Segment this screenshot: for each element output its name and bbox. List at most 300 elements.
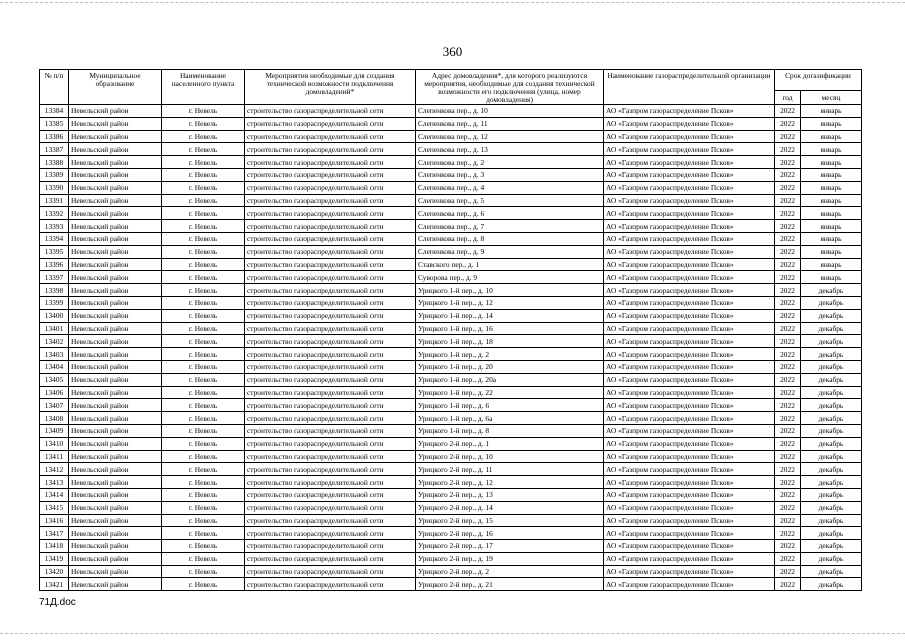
measures-cell: строительство газораспределительной сети — [245, 540, 416, 553]
measures-cell: строительство газораспределительной сети — [245, 156, 416, 169]
address-cell: Урицкого 1-й пер., д. 22 — [416, 386, 604, 399]
year-cell: 2022 — [775, 309, 801, 322]
table-row — [40, 463, 862, 476]
municipality-cell: Невельский район — [69, 156, 162, 169]
table-row — [40, 322, 862, 335]
address-cell: Урицкого 2-й пер., д. 21 — [416, 578, 604, 591]
row-number: 13411 — [40, 450, 69, 463]
measures-cell: строительство газораспределительной сети — [245, 245, 416, 258]
address-cell: Слепенкова пер., д. 8 — [416, 232, 604, 245]
settlement-cell: г. Невель — [162, 130, 245, 143]
month-cell: январь — [801, 130, 862, 143]
address-cell: Урицкого 2-й пер., д. 1 — [416, 437, 604, 450]
year-cell: 2022 — [775, 322, 801, 335]
organization-cell: АО «Газпром газораспределение Псков» — [604, 271, 775, 284]
year-cell: 2022 — [775, 552, 801, 565]
settlement-cell: г. Невель — [162, 514, 245, 527]
measures-cell: строительство газораспределительной сети — [245, 360, 416, 373]
row-number: 13418 — [40, 540, 69, 553]
month-cell: декабрь — [801, 463, 862, 476]
measures-cell: строительство газораспределительной сети — [245, 271, 416, 284]
municipality-cell: Невельский район — [69, 540, 162, 553]
organization-cell: АО «Газпром газораспределение Псков» — [604, 130, 775, 143]
year-cell: 2022 — [775, 156, 801, 169]
address-cell: Урицкого 2-й пер., д. 10 — [416, 450, 604, 463]
table-row — [40, 156, 862, 169]
measures-cell: строительство газораспределительной сети — [245, 284, 416, 297]
municipality-cell: Невельский район — [69, 130, 162, 143]
organization-cell: АО «Газпром газораспределение Псков» — [604, 488, 775, 501]
address-cell: Слепенкова пер., д. 2 — [416, 156, 604, 169]
settlement-cell: г. Невель — [162, 105, 245, 118]
header-month: месяц — [801, 91, 862, 105]
table-body — [40, 105, 862, 591]
organization-cell: АО «Газпром газораспределение Псков» — [604, 156, 775, 169]
month-cell: январь — [801, 207, 862, 220]
table-row — [40, 424, 862, 437]
municipality-cell: Невельский район — [69, 220, 162, 233]
row-number: 13392 — [40, 207, 69, 220]
year-cell: 2022 — [775, 450, 801, 463]
table-row — [40, 450, 862, 463]
municipality-cell: Невельский район — [69, 412, 162, 425]
table-row — [40, 194, 862, 207]
year-cell: 2022 — [775, 181, 801, 194]
organization-cell: АО «Газпром газораспределение Псков» — [604, 335, 775, 348]
row-number: 13395 — [40, 245, 69, 258]
year-cell: 2022 — [775, 232, 801, 245]
table-row — [40, 437, 862, 450]
year-cell: 2022 — [775, 540, 801, 553]
municipality-cell: Невельский район — [69, 322, 162, 335]
municipality-cell: Невельский район — [69, 386, 162, 399]
organization-cell: АО «Газпром газораспределение Псков» — [604, 220, 775, 233]
organization-cell: АО «Газпром газораспределение Псков» — [604, 552, 775, 565]
row-number: 13420 — [40, 565, 69, 578]
row-number: 13386 — [40, 130, 69, 143]
measures-cell: строительство газораспределительной сети — [245, 501, 416, 514]
settlement-cell: г. Невель — [162, 540, 245, 553]
municipality-cell: Невельский район — [69, 450, 162, 463]
measures-cell: строительство газораспределительной сети — [245, 399, 416, 412]
table-row — [40, 296, 862, 309]
organization-cell: АО «Газпром газораспределение Псков» — [604, 476, 775, 489]
address-cell: Урицкого 1-й пер., д. 18 — [416, 335, 604, 348]
row-number: 13407 — [40, 399, 69, 412]
scan-edge-top — [0, 2, 905, 4]
row-number: 13401 — [40, 322, 69, 335]
address-cell: Урицкого 2-й пер., д. 16 — [416, 527, 604, 540]
measures-cell: строительство газораспределительной сети — [245, 117, 416, 130]
address-cell: Урицкого 2-й пер., д. 11 — [416, 463, 604, 476]
measures-cell: строительство газораспределительной сети — [245, 424, 416, 437]
header-year: год — [775, 91, 801, 105]
page-number: 360 — [442, 44, 463, 59]
municipality-cell: Невельский район — [69, 527, 162, 540]
organization-cell: АО «Газпром газораспределение Псков» — [604, 437, 775, 450]
address-cell: Слепенкова пер., д. 6 — [416, 207, 604, 220]
row-number: 13404 — [40, 360, 69, 373]
address-cell: Урицкого 1-й пер., д. 20 — [416, 360, 604, 373]
year-cell: 2022 — [775, 399, 801, 412]
address-cell: Слепенкова пер., д. 10 — [416, 105, 604, 118]
measures-cell: строительство газораспределительной сети — [245, 130, 416, 143]
year-cell: 2022 — [775, 488, 801, 501]
year-cell: 2022 — [775, 476, 801, 489]
settlement-cell: г. Невель — [162, 348, 245, 361]
organization-cell: АО «Газпром газораспределение Псков» — [604, 540, 775, 553]
address-cell: Урицкого 1-й пер., д. 2 — [416, 348, 604, 361]
organization-cell: АО «Газпром газораспределение Псков» — [604, 399, 775, 412]
year-cell: 2022 — [775, 117, 801, 130]
municipality-cell: Невельский район — [69, 207, 162, 220]
table-row — [40, 232, 862, 245]
organization-cell: АО «Газпром газораспределение Псков» — [604, 373, 775, 386]
table-row — [40, 245, 862, 258]
settlement-cell: г. Невель — [162, 578, 245, 591]
month-cell: январь — [801, 156, 862, 169]
organization-cell: АО «Газпром газораспределение Псков» — [604, 412, 775, 425]
row-number: 13408 — [40, 412, 69, 425]
address-cell: Урицкого 1-й пер., д. 20а — [416, 373, 604, 386]
measures-cell: строительство газораспределительной сети — [245, 296, 416, 309]
organization-cell: АО «Газпром газораспределение Псков» — [604, 578, 775, 591]
month-cell: декабрь — [801, 514, 862, 527]
year-cell: 2022 — [775, 565, 801, 578]
row-number: 13402 — [40, 335, 69, 348]
year-cell: 2022 — [775, 220, 801, 233]
table-row — [40, 258, 862, 271]
month-cell: декабрь — [801, 565, 862, 578]
organization-cell: АО «Газпром газораспределение Псков» — [604, 565, 775, 578]
municipality-cell: Невельский район — [69, 143, 162, 156]
month-cell: декабрь — [801, 450, 862, 463]
settlement-cell: г. Невель — [162, 424, 245, 437]
row-number: 13391 — [40, 194, 69, 207]
settlement-cell: г. Невель — [162, 296, 245, 309]
organization-cell: АО «Газпром газораспределение Псков» — [604, 232, 775, 245]
organization-cell: АО «Газпром газораспределение Псков» — [604, 501, 775, 514]
settlement-cell: г. Невель — [162, 450, 245, 463]
month-cell: декабрь — [801, 399, 862, 412]
settlement-cell: г. Невель — [162, 207, 245, 220]
settlement-cell: г. Невель — [162, 373, 245, 386]
municipality-cell: Невельский район — [69, 578, 162, 591]
year-cell: 2022 — [775, 105, 801, 118]
measures-cell: строительство газораспределительной сети — [245, 386, 416, 399]
table-row — [40, 360, 862, 373]
year-cell: 2022 — [775, 168, 801, 181]
municipality-cell: Невельский район — [69, 463, 162, 476]
organization-cell: АО «Газпром газораспределение Псков» — [604, 296, 775, 309]
month-cell: декабрь — [801, 386, 862, 399]
row-number: 13412 — [40, 463, 69, 476]
year-cell: 2022 — [775, 527, 801, 540]
measures-cell: строительство газораспределительной сети — [245, 194, 416, 207]
settlement-cell: г. Невель — [162, 437, 245, 450]
scan-edge-bottom — [0, 633, 905, 635]
year-cell: 2022 — [775, 412, 801, 425]
municipality-cell: Невельский район — [69, 194, 162, 207]
table-row — [40, 501, 862, 514]
year-cell: 2022 — [775, 296, 801, 309]
address-cell: Урицкого 1-й пер., д. 6 — [416, 399, 604, 412]
header-num: № п/п — [40, 70, 69, 105]
month-cell: декабрь — [801, 348, 862, 361]
month-cell: декабрь — [801, 335, 862, 348]
municipality-cell: Невельский район — [69, 232, 162, 245]
row-number: 13413 — [40, 476, 69, 489]
table-row — [40, 488, 862, 501]
table-row — [40, 399, 862, 412]
settlement-cell: г. Невель — [162, 117, 245, 130]
measures-cell: строительство газораспределительной сети — [245, 232, 416, 245]
organization-cell: АО «Газпром газораспределение Псков» — [604, 424, 775, 437]
municipality-cell: Невельский район — [69, 552, 162, 565]
month-cell: декабрь — [801, 540, 862, 553]
row-number: 13388 — [40, 156, 69, 169]
month-cell: январь — [801, 194, 862, 207]
table-row — [40, 207, 862, 220]
settlement-cell: г. Невель — [162, 156, 245, 169]
measures-cell: строительство газораспределительной сети — [245, 476, 416, 489]
address-cell: Урицкого 2-й пер., д. 12 — [416, 476, 604, 489]
measures-cell: строительство газораспределительной сети — [245, 463, 416, 476]
row-number: 13387 — [40, 143, 69, 156]
month-cell: декабрь — [801, 527, 862, 540]
year-cell: 2022 — [775, 194, 801, 207]
municipality-cell: Невельский район — [69, 488, 162, 501]
address-cell: Слепенкова пер., д. 12 — [416, 130, 604, 143]
table-row — [40, 348, 862, 361]
month-cell: январь — [801, 105, 862, 118]
header-deadline: Срок догазификации — [775, 70, 862, 91]
month-cell: январь — [801, 168, 862, 181]
month-cell: декабрь — [801, 309, 862, 322]
municipality-cell: Невельский район — [69, 348, 162, 361]
month-cell: декабрь — [801, 552, 862, 565]
year-cell: 2022 — [775, 207, 801, 220]
measures-cell: строительство газораспределительной сети — [245, 373, 416, 386]
measures-cell: строительство газораспределительной сети — [245, 181, 416, 194]
table-row — [40, 412, 862, 425]
measures-cell: строительство газораспределительной сети — [245, 565, 416, 578]
month-cell: декабрь — [801, 476, 862, 489]
measures-cell: строительство газораспределительной сети — [245, 527, 416, 540]
table-row — [40, 565, 862, 578]
municipality-cell: Невельский район — [69, 360, 162, 373]
municipality-cell: Невельский район — [69, 501, 162, 514]
table-row — [40, 220, 862, 233]
row-number: 13415 — [40, 501, 69, 514]
year-cell: 2022 — [775, 348, 801, 361]
measures-cell: строительство газораспределительной сети — [245, 220, 416, 233]
address-cell: Урицкого 1-й пер., д. 10 — [416, 284, 604, 297]
measures-cell: строительство газораспределительной сети — [245, 105, 416, 118]
municipality-cell: Невельский район — [69, 258, 162, 271]
measures-cell: строительство газораспределительной сети — [245, 578, 416, 591]
settlement-cell: г. Невель — [162, 309, 245, 322]
municipality-cell: Невельский район — [69, 284, 162, 297]
settlement-cell: г. Невель — [162, 168, 245, 181]
settlement-cell: г. Невель — [162, 181, 245, 194]
measures-cell: строительство газораспределительной сети — [245, 488, 416, 501]
row-number: 13384 — [40, 105, 69, 118]
organization-cell: АО «Газпром газораспределение Псков» — [604, 143, 775, 156]
table-row — [40, 309, 862, 322]
month-cell: декабрь — [801, 360, 862, 373]
municipality-cell: Невельский район — [69, 565, 162, 578]
municipality-cell: Невельский район — [69, 271, 162, 284]
organization-cell: АО «Газпром газораспределение Псков» — [604, 194, 775, 207]
row-number: 13421 — [40, 578, 69, 591]
month-cell: январь — [801, 245, 862, 258]
municipality-cell: Невельский район — [69, 476, 162, 489]
year-cell: 2022 — [775, 386, 801, 399]
measures-cell: строительство газораспределительной сети — [245, 552, 416, 565]
row-number: 13399 — [40, 296, 69, 309]
table-row — [40, 476, 862, 489]
row-number: 13416 — [40, 514, 69, 527]
gasification-table — [39, 69, 862, 591]
address-cell: Урицкого 2-й пер., д. 17 — [416, 540, 604, 553]
address-cell: Урицкого 2-й пер., д. 15 — [416, 514, 604, 527]
row-number: 13398 — [40, 284, 69, 297]
table-row — [40, 540, 862, 553]
month-cell: декабрь — [801, 578, 862, 591]
header-measures: Мероприятия необходимые для создания технической возможности подключения домовладений* — [245, 70, 416, 105]
organization-cell: АО «Газпром газораспределение Псков» — [604, 168, 775, 181]
month-cell: декабрь — [801, 424, 862, 437]
month-cell: декабрь — [801, 437, 862, 450]
year-cell: 2022 — [775, 578, 801, 591]
table-row — [40, 181, 862, 194]
row-number: 13396 — [40, 258, 69, 271]
organization-cell: АО «Газпром газораспределение Псков» — [604, 450, 775, 463]
organization-cell: АО «Газпром газораспределение Псков» — [604, 245, 775, 258]
organization-cell: АО «Газпром газораспределение Псков» — [604, 309, 775, 322]
settlement-cell: г. Невель — [162, 412, 245, 425]
table-row — [40, 284, 862, 297]
year-cell: 2022 — [775, 143, 801, 156]
month-cell: январь — [801, 220, 862, 233]
organization-cell: АО «Газпром газораспределение Псков» — [604, 527, 775, 540]
row-number: 13414 — [40, 488, 69, 501]
table-row — [40, 143, 862, 156]
organization-cell: АО «Газпром газораспределение Псков» — [604, 463, 775, 476]
row-number: 13403 — [40, 348, 69, 361]
row-number: 13393 — [40, 220, 69, 233]
settlement-cell: г. Невель — [162, 386, 245, 399]
row-number: 13397 — [40, 271, 69, 284]
settlement-cell: г. Невель — [162, 284, 245, 297]
settlement-cell: г. Невель — [162, 463, 245, 476]
header-municipality: Муниципальное образование — [69, 70, 162, 105]
table-row — [40, 552, 862, 565]
settlement-cell: г. Невель — [162, 322, 245, 335]
address-cell: Ставского пер., д. 1 — [416, 258, 604, 271]
settlement-cell: г. Невель — [162, 271, 245, 284]
settlement-cell: г. Невель — [162, 194, 245, 207]
table-row — [40, 578, 862, 591]
measures-cell: строительство газораспределительной сети — [245, 514, 416, 527]
year-cell: 2022 — [775, 424, 801, 437]
year-cell: 2022 — [775, 514, 801, 527]
address-cell: Урицкого 1-й пер., д. 14 — [416, 309, 604, 322]
month-cell: январь — [801, 232, 862, 245]
measures-cell: строительство газораспределительной сети — [245, 143, 416, 156]
settlement-cell: г. Невель — [162, 488, 245, 501]
address-cell: Суворова пер., д. 9 — [416, 271, 604, 284]
municipality-cell: Невельский район — [69, 514, 162, 527]
year-cell: 2022 — [775, 501, 801, 514]
settlement-cell: г. Невель — [162, 360, 245, 373]
month-cell: декабрь — [801, 322, 862, 335]
organization-cell: АО «Газпром газораспределение Псков» — [604, 386, 775, 399]
measures-cell: строительство газораспределительной сети — [245, 258, 416, 271]
municipality-cell: Невельский район — [69, 335, 162, 348]
header-organization: Наименование газораспределительной организации — [604, 70, 775, 105]
measures-cell: строительство газораспределительной сети — [245, 348, 416, 361]
address-cell: Слепенкова пер., д. 5 — [416, 194, 604, 207]
settlement-cell: г. Невель — [162, 335, 245, 348]
year-cell: 2022 — [775, 373, 801, 386]
municipality-cell: Невельский район — [69, 424, 162, 437]
address-cell: Урицкого 1-й пер., д. 16 — [416, 322, 604, 335]
year-cell: 2022 — [775, 245, 801, 258]
municipality-cell: Невельский район — [69, 399, 162, 412]
organization-cell: АО «Газпром газораспределение Псков» — [604, 207, 775, 220]
file-name-footer: 71Д.doc — [39, 597, 76, 608]
month-cell: декабрь — [801, 412, 862, 425]
row-number: 13385 — [40, 117, 69, 130]
year-cell: 2022 — [775, 360, 801, 373]
organization-cell: АО «Газпром газораспределение Псков» — [604, 348, 775, 361]
row-number: 13390 — [40, 181, 69, 194]
measures-cell: строительство газораспределительной сети — [245, 437, 416, 450]
municipality-cell: Невельский район — [69, 105, 162, 118]
organization-cell: АО «Газпром газораспределение Псков» — [604, 117, 775, 130]
month-cell: январь — [801, 143, 862, 156]
table-row — [40, 373, 862, 386]
month-cell: декабрь — [801, 296, 862, 309]
address-cell: Урицкого 2-й пер., д. 19 — [416, 552, 604, 565]
address-cell: Слепенкова пер., д. 9 — [416, 245, 604, 258]
month-cell: январь — [801, 181, 862, 194]
organization-cell: АО «Газпром газораспределение Псков» — [604, 322, 775, 335]
table-row — [40, 130, 862, 143]
month-cell: декабрь — [801, 501, 862, 514]
settlement-cell: г. Невель — [162, 552, 245, 565]
address-cell: Слепенкова пер., д. 3 — [416, 168, 604, 181]
year-cell: 2022 — [775, 271, 801, 284]
measures-cell: строительство газораспределительной сети — [245, 450, 416, 463]
settlement-cell: г. Невель — [162, 476, 245, 489]
address-cell: Слепенкова пер., д. 13 — [416, 143, 604, 156]
row-number: 13389 — [40, 168, 69, 181]
month-cell: декабрь — [801, 284, 862, 297]
row-number: 13419 — [40, 552, 69, 565]
table-row — [40, 386, 862, 399]
settlement-cell: г. Невель — [162, 501, 245, 514]
measures-cell: строительство газораспределительной сети — [245, 322, 416, 335]
row-number: 13409 — [40, 424, 69, 437]
year-cell: 2022 — [775, 335, 801, 348]
address-cell: Слепенкова пер., д. 11 — [416, 117, 604, 130]
organization-cell: АО «Газпром газораспределение Псков» — [604, 514, 775, 527]
settlement-cell: г. Невель — [162, 232, 245, 245]
row-number: 13417 — [40, 527, 69, 540]
